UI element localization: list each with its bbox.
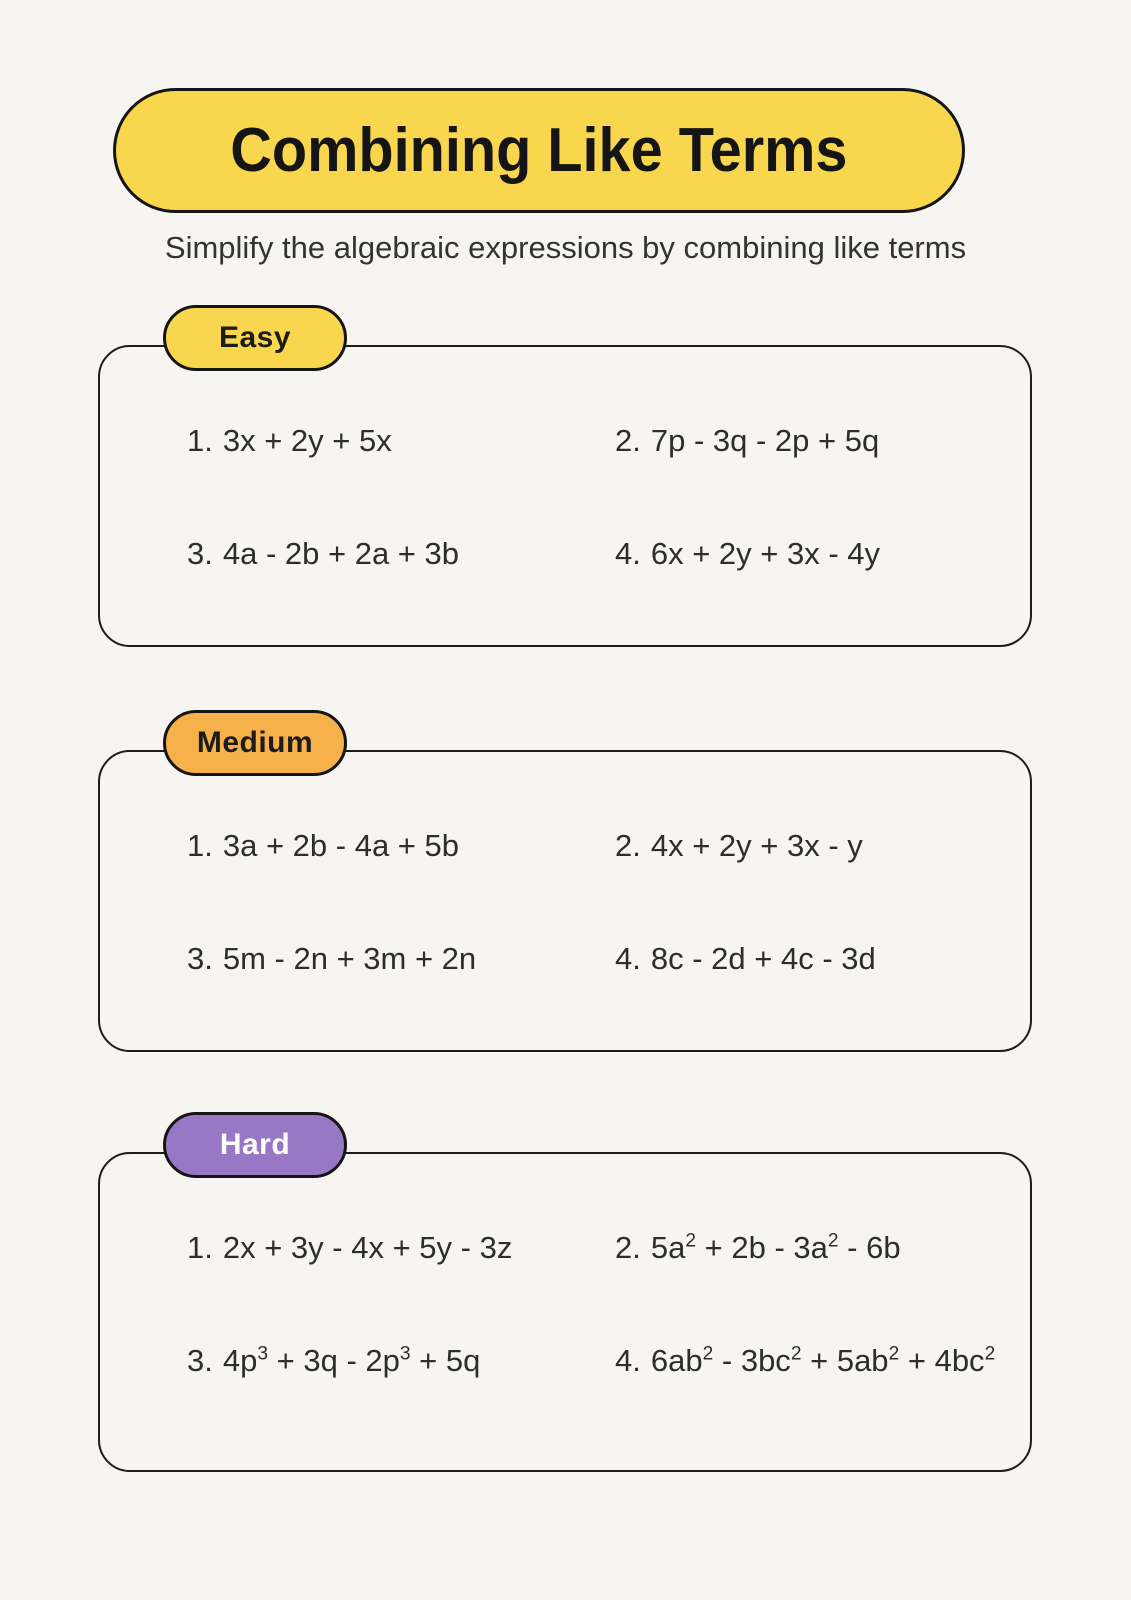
problem-number: 1. bbox=[187, 1230, 213, 1265]
problem-expression: 3x + 2y + 5x bbox=[222, 423, 392, 458]
medium-problems-box bbox=[98, 750, 1032, 1052]
difficulty-badge-medium bbox=[163, 710, 347, 776]
problem-item bbox=[187, 1339, 615, 1383]
page-subtitle: Simplify the algebraic expressions by combining like terms bbox=[164, 230, 967, 265]
problem-item bbox=[187, 1226, 615, 1270]
problem-number: 1. bbox=[187, 423, 213, 458]
problem-number: 2. bbox=[615, 1230, 641, 1265]
problem-item bbox=[615, 1339, 1017, 1383]
easy-problems-grid bbox=[187, 419, 1017, 576]
easy-problems-box bbox=[98, 345, 1032, 647]
problem-expression: 4x + 2y + 3x - y bbox=[650, 828, 863, 863]
problem-number: 4. bbox=[615, 1343, 641, 1378]
difficulty-badge-label: Hard bbox=[219, 1128, 291, 1161]
problem-expression: 7p - 3q - 2p + 5q bbox=[650, 423, 880, 458]
problem-number: 3. bbox=[187, 1343, 213, 1378]
problem-item bbox=[187, 824, 615, 868]
problem-item bbox=[187, 937, 615, 981]
problem-expression: $6ab^2 - 3bc^2 + 5ab^2 + 4bc^2$ bbox=[650, 1343, 996, 1378]
problem-item bbox=[615, 532, 1017, 576]
problem-expression: 3a + 2b - 4a + 5b bbox=[222, 828, 459, 863]
problem-number: 3. bbox=[187, 536, 213, 571]
medium-problems-grid bbox=[187, 824, 1017, 981]
title-banner bbox=[113, 88, 965, 213]
problem-number: 4. bbox=[615, 941, 641, 976]
problem-item bbox=[187, 532, 615, 576]
problem-expression: 4a - 2b + 2a + 3b bbox=[222, 536, 459, 571]
problem-expression: 6x + 2y + 3x - 4y bbox=[650, 536, 881, 571]
difficulty-badge-hard bbox=[163, 1112, 347, 1178]
problem-number: 2. bbox=[615, 423, 641, 458]
hard-problems-box bbox=[98, 1152, 1032, 1472]
page-title: Combining Like Terms bbox=[230, 116, 848, 185]
problem-item bbox=[615, 1226, 1017, 1270]
problem-item bbox=[615, 937, 1017, 981]
problem-expression: 8c - 2d + 4c - 3d bbox=[650, 941, 876, 976]
problem-item bbox=[187, 419, 615, 463]
problem-expression: $5a^2 + 2b - 3a^2 - 6b$ bbox=[650, 1230, 901, 1265]
problem-number: 2. bbox=[615, 828, 641, 863]
problem-number: 3. bbox=[187, 941, 213, 976]
problem-expression: $4p^3 + 3q - 2p^3 + 5q$ bbox=[222, 1343, 481, 1378]
problem-number: 4. bbox=[615, 536, 641, 571]
problem-item bbox=[615, 419, 1017, 463]
difficulty-badge-label: Easy bbox=[218, 321, 292, 354]
problem-number: 1. bbox=[187, 828, 213, 863]
problem-expression: 2x + 3y - 4x + 5y - 3z bbox=[222, 1230, 513, 1265]
difficulty-badge-label: Medium bbox=[196, 726, 314, 759]
problem-item bbox=[615, 824, 1017, 868]
problem-expression: 5m - 2n + 3m + 2n bbox=[222, 941, 477, 976]
hard-problems-grid bbox=[187, 1226, 1017, 1383]
difficulty-badge-easy bbox=[163, 305, 347, 371]
